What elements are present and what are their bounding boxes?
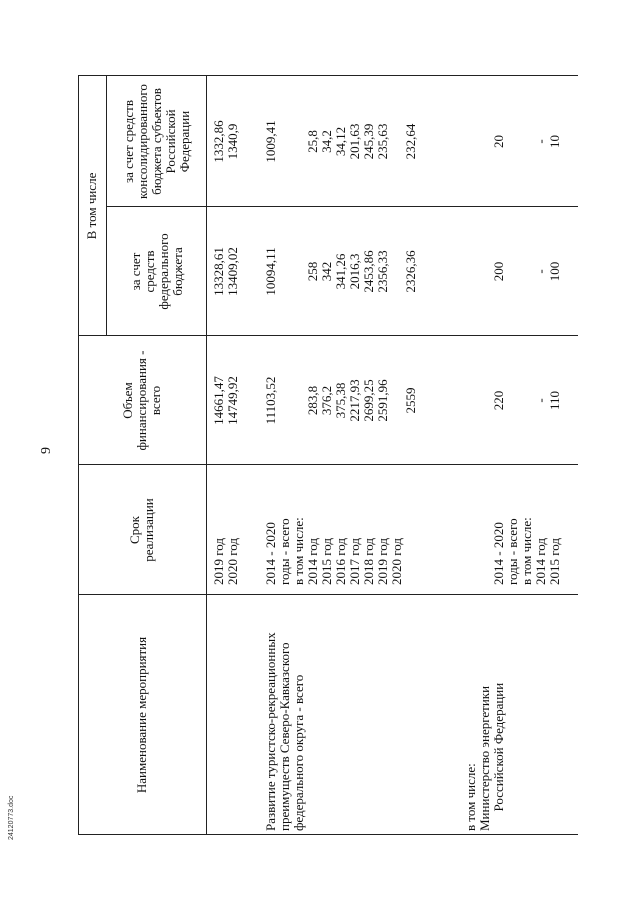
row-name: Развитие туристско-рекреационных преимуществ Северо-Кавказского федерального округа - всего — [263, 632, 306, 831]
row-volume: 14661,47 14749,92 — [211, 376, 240, 425]
header-federal: за счет средств федерального бюджета — [127, 233, 185, 310]
header-regional: за счет средств консолидированного бюджета субъектов Российской Федерации — [120, 84, 192, 199]
row-regional: 1332,86 1340,9 — [211, 120, 240, 163]
row-federal: 13328,61 13409,02 — [211, 247, 240, 296]
financing-table — [78, 75, 578, 835]
row-volume: 220 - 110 — [491, 390, 562, 411]
row-regional: 20 - 10 — [491, 135, 562, 148]
row-period: 2014 - 2020 годы - всего в том числе: 2014 год 2015 год — [491, 517, 562, 585]
header-period: Срок реализации — [127, 498, 156, 562]
row-period: 2014 - 2020 годы - всего в том числе: 2014 год 2015 год 2016 год 2017 год 2018 год 2019 год 2020 год — [263, 517, 404, 585]
document-id: 24120773.doc — [8, 795, 15, 840]
row-regional: 1009,41 25,8 34,2 34,12 201,63 245,39 235,63 232,64 — [263, 120, 418, 163]
row-period: 2019 год 2020 год — [211, 538, 240, 585]
header-bottom-rule — [206, 75, 207, 835]
page-number: 9 — [39, 447, 54, 454]
header-including: В том числе — [84, 172, 99, 240]
row-name: в том числе: Министерство энергетики Российской Федерации — [463, 682, 506, 831]
header-volume: Объем финансирования - всего — [120, 350, 163, 451]
row-federal: 200 - 100 — [491, 261, 562, 282]
header-name: Наименование мероприятия — [134, 636, 149, 794]
row-volume: 11103,52 283,8 376,2 375,38 2217,93 2699,25 2591,96 2559 — [263, 376, 418, 425]
row-federal: 10094,11 258 342 341,26 2016,3 2453,86 2356,33 2326,36 — [263, 247, 418, 296]
